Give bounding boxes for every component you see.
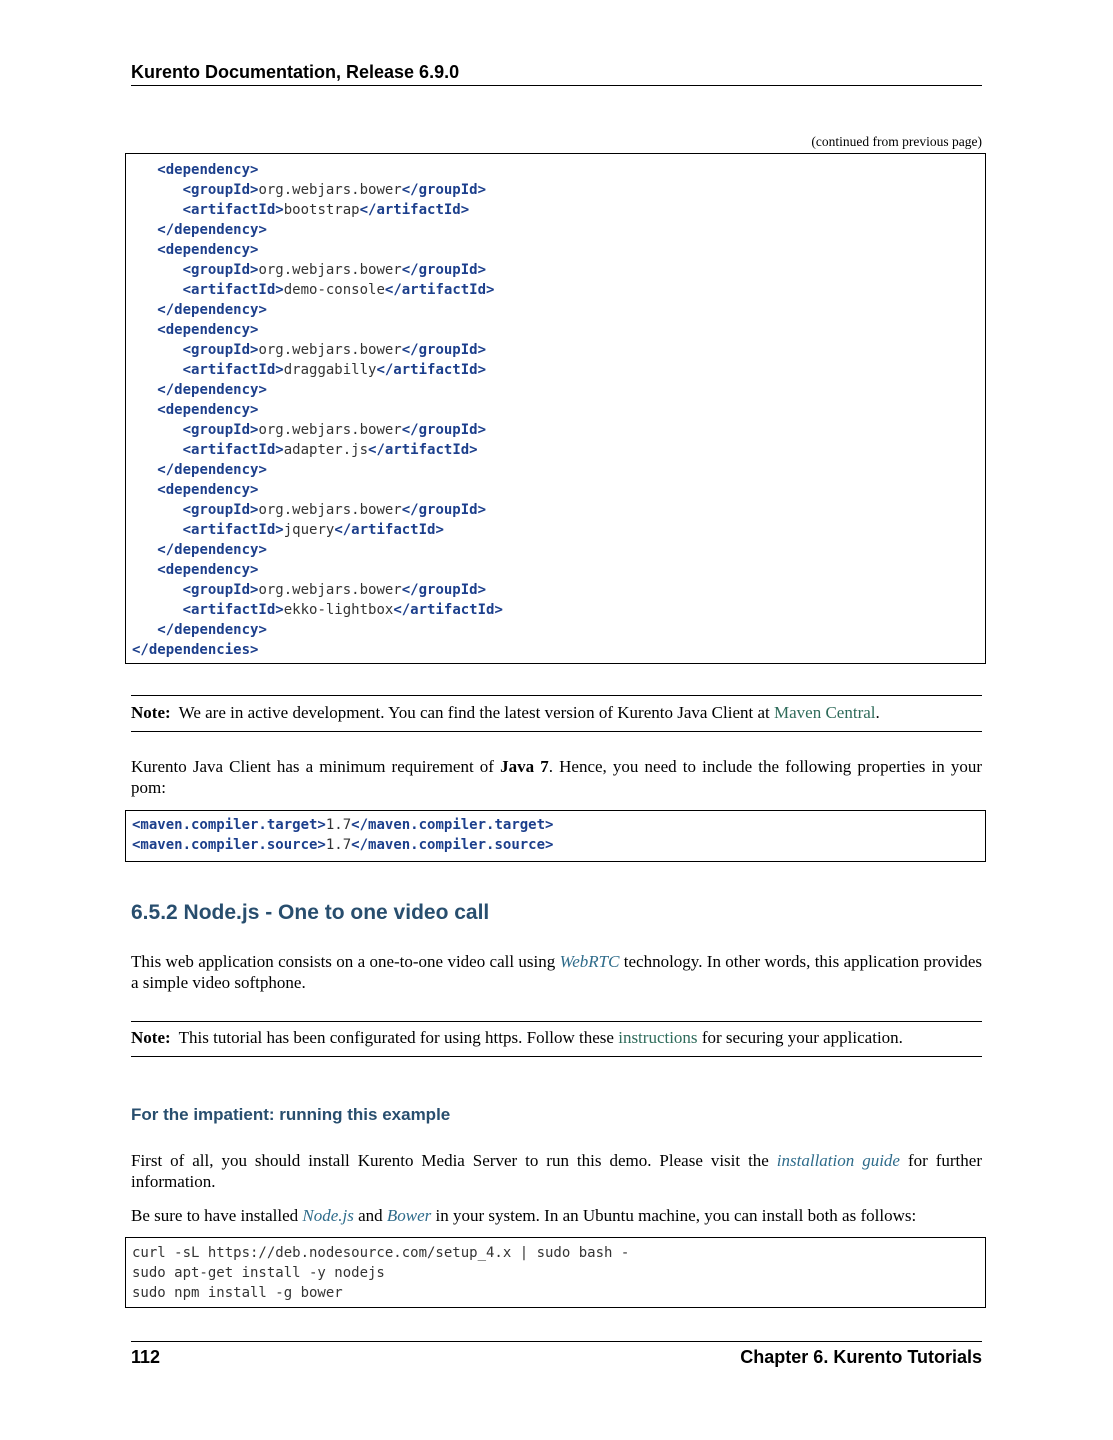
code-tag: <artifactId> [182, 202, 284, 218]
code-line [132, 580, 985, 600]
code-tag: <artifactId> [182, 522, 284, 538]
code-line [132, 220, 985, 240]
paragraph-java-requirement [131, 756, 982, 798]
code-text: ekko-lightbox [283, 602, 394, 618]
code-line [132, 815, 985, 835]
installation-guide-link[interactable]: installation guide [776, 1151, 900, 1170]
paragraph-install-kms [131, 1150, 982, 1192]
note-text-end: . [875, 703, 880, 722]
code-tag: </maven.compiler.target> [351, 817, 554, 833]
code-tag: <dependency> [157, 242, 259, 258]
code-text: jquery [283, 522, 335, 538]
code-tag: <dependency> [157, 402, 259, 418]
code-block-dependencies [125, 153, 986, 664]
code-tag: <groupId> [182, 342, 259, 358]
code-line [132, 380, 985, 400]
code-tag: <dependency> [157, 482, 259, 498]
code-tag: <groupId> [182, 182, 259, 198]
para-text-mid: and [353, 1206, 387, 1225]
maven-central-link[interactable]: Maven Central [774, 703, 876, 722]
para-text-end: technology. In other words, this application provides a simple video softphone. [131, 952, 982, 992]
code-line [132, 480, 985, 500]
code-tag: <artifactId> [182, 442, 284, 458]
bower-link[interactable]: Bower [386, 1206, 432, 1225]
para-text: First of all, you should install Kurento Media Server to run this demo. Please visit the [131, 1151, 777, 1170]
code-tag: <artifactId> [182, 282, 284, 298]
code-text: org.webjars.bower [258, 182, 402, 198]
code-text [132, 182, 183, 198]
code-line [132, 520, 985, 540]
note-label: Note: [131, 1028, 171, 1047]
continued-note: (continued from previous page) [811, 134, 982, 149]
code-text [132, 582, 183, 598]
code-tag: <dependency> [157, 562, 259, 578]
code-line [132, 1283, 985, 1303]
code-line [132, 1263, 985, 1283]
note-maven-central [131, 695, 982, 732]
note-text-end: for securing your application. [697, 1028, 903, 1047]
code-text [132, 222, 157, 238]
chapter-title: Chapter 6. Kurento Tutorials [740, 1347, 982, 1367]
code-text: org.webjars.bower [258, 502, 402, 518]
footer-divider [131, 1341, 982, 1342]
code-text: draggabilly [283, 362, 377, 378]
code-tag: </groupId> [401, 582, 487, 598]
code-tag: <groupId> [182, 422, 259, 438]
code-line [132, 500, 985, 520]
para-text: Be sure to have installed [131, 1206, 303, 1225]
code-text [132, 162, 157, 178]
code-text [132, 322, 157, 338]
header-divider [131, 85, 982, 86]
code-tag: </maven.compiler.source> [351, 837, 554, 853]
code-text [132, 262, 183, 278]
code-tag: <artifactId> [182, 362, 284, 378]
code-line [132, 180, 985, 200]
code-line [132, 400, 985, 420]
code-line [132, 835, 985, 855]
code-text [132, 462, 157, 478]
code-tag: </dependency> [157, 622, 267, 638]
code-text: org.webjars.bower [258, 342, 402, 358]
code-text [132, 562, 157, 578]
code-line [132, 300, 985, 320]
code-tag: <maven.compiler.source> [132, 837, 326, 853]
code-line [132, 360, 985, 380]
code-text [132, 342, 183, 358]
webrtc-link[interactable]: WebRTC [559, 952, 620, 971]
code-text: sudo npm install -g bower [132, 1285, 343, 1301]
code-tag: </artifactId> [368, 442, 478, 458]
code-text [132, 402, 157, 418]
code-text [132, 302, 157, 318]
code-tag: </dependency> [157, 382, 267, 398]
code-text [132, 482, 157, 498]
note-label: Note: [131, 703, 171, 722]
subsection-heading: For the impatient: running this example [131, 1105, 451, 1124]
code-tag: </groupId> [401, 422, 487, 438]
code-tag: </artifactId> [376, 362, 487, 378]
code-block-compiler-properties [125, 810, 986, 862]
code-tag: </dependencies> [132, 642, 259, 658]
code-line [132, 280, 985, 300]
code-tag: </groupId> [401, 182, 487, 198]
para-text: Kurento Java Client has a minimum requirement of [131, 757, 501, 776]
code-block-install-commands [125, 1237, 986, 1308]
code-line [132, 620, 985, 640]
code-text: sudo apt-get install -y nodejs [132, 1265, 385, 1281]
code-text [132, 522, 183, 538]
code-tag: </groupId> [401, 502, 487, 518]
code-tag: <groupId> [182, 262, 259, 278]
code-tag: </groupId> [401, 262, 487, 278]
nodejs-link[interactable]: Node.js [302, 1206, 354, 1225]
running-header: Kurento Documentation, Release 6.9.0 [131, 62, 460, 82]
code-tag: </dependency> [157, 302, 267, 318]
code-text: 1.7 [325, 837, 352, 853]
code-text: bootstrap [283, 202, 360, 218]
code-text [132, 502, 183, 518]
note-text: We are in active development. You can find the latest version of Kurento Java Client at [178, 703, 775, 722]
code-tag: </dependency> [157, 542, 267, 558]
code-text: org.webjars.bower [258, 262, 402, 278]
para-text-end: in your system. In an Ubuntu machine, you can install both as follows: [431, 1206, 917, 1225]
code-line [132, 320, 985, 340]
code-text [132, 282, 183, 298]
code-text [132, 602, 183, 618]
page-number: 112 [131, 1347, 161, 1367]
instructions-link[interactable]: instructions [618, 1028, 698, 1047]
code-text [132, 362, 183, 378]
code-tag: </artifactId> [334, 522, 444, 538]
java-version: Java 7 [500, 757, 549, 776]
para-text: This web application consists on a one-to-one video call using [131, 952, 560, 971]
code-text: demo-console [283, 282, 385, 298]
code-tag: <groupId> [182, 502, 259, 518]
paragraph-install-node [131, 1205, 982, 1226]
code-tag: <artifactId> [182, 602, 284, 618]
code-text [132, 242, 157, 258]
code-tag: </artifactId> [384, 282, 495, 298]
code-line [132, 340, 985, 360]
code-line [132, 600, 985, 620]
para-text-end: . Hence, you need to include the following properties in your pom: [131, 757, 983, 797]
code-text: curl -sL https://deb.nodesource.com/setup_4.x | sudo bash - [132, 1245, 630, 1261]
code-text: 1.7 [325, 817, 352, 833]
note-text: This tutorial has been configurated for using https. Follow these [178, 1028, 619, 1047]
code-line [132, 640, 985, 660]
code-line [132, 1243, 985, 1263]
code-text [132, 202, 183, 218]
code-text [132, 622, 157, 638]
code-text: org.webjars.bower [258, 582, 402, 598]
note-https [131, 1021, 982, 1057]
section-heading: 6.5.2 Node.js - One to one video call [131, 901, 490, 924]
code-text [132, 382, 157, 398]
code-tag: <groupId> [182, 582, 259, 598]
code-text [132, 542, 157, 558]
paragraph-intro [131, 951, 982, 993]
code-line [132, 260, 985, 280]
code-line [132, 440, 985, 460]
code-line [132, 240, 985, 260]
code-tag: </dependency> [157, 462, 267, 478]
code-line [132, 200, 985, 220]
code-line [132, 420, 985, 440]
code-line [132, 460, 985, 480]
code-text: adapter.js [283, 442, 369, 458]
code-tag: </artifactId> [359, 202, 470, 218]
code-text: org.webjars.bower [258, 422, 402, 438]
para-text-end: for further information. [131, 1151, 982, 1191]
code-text [132, 442, 183, 458]
code-line [132, 540, 985, 560]
code-tag: </artifactId> [393, 602, 503, 618]
code-line [132, 160, 985, 180]
code-tag: <dependency> [157, 322, 259, 338]
code-line [132, 560, 985, 580]
code-tag: <dependency> [157, 162, 259, 178]
code-tag: </dependency> [157, 222, 267, 238]
code-tag: </groupId> [401, 342, 487, 358]
code-tag: <maven.compiler.target> [132, 817, 326, 833]
code-text [132, 422, 183, 438]
